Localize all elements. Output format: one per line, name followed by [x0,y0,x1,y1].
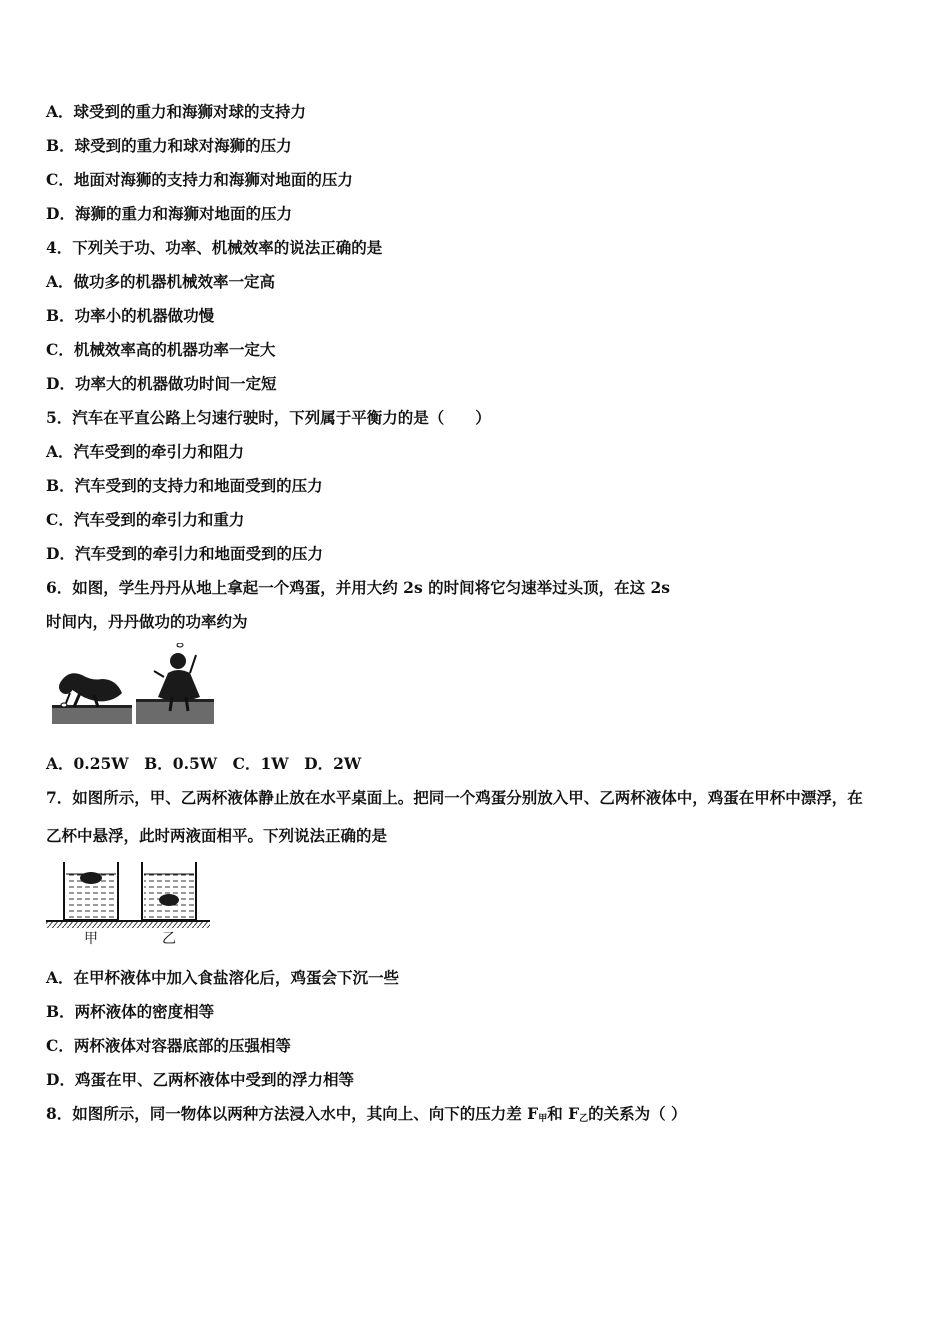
q7-stem-line2: 乙杯中悬浮，此时两液面相平。下列说法正确的是 [46,826,388,845]
q3-option-a: A．球受到的重力和海狮对球的支持力 [46,102,307,121]
q8-stem-b: 和 F [547,1104,580,1123]
q3-option-c: C．地面对海狮的支持力和海狮对地面的压力 [46,170,353,189]
q6-panel-bending [52,673,132,724]
q7-stem-line1: 7．如图所示，甲、乙两杯液体静止放在水平桌面上。把同一个鸡蛋分别放入甲、乙两杯液体中，鸡蛋在甲杯中漂浮，在 [46,788,863,807]
q7-option-a: A．在甲杯液体中加入食盐溶化后，鸡蛋会下沉一些 [46,968,400,987]
q5-option-a: A．汽车受到的牵引力和阻力 [46,442,245,461]
q4-option-c: C．机械效率高的机器功率一定大 [46,340,276,359]
cup-jia [64,862,118,920]
q6-stem-line2: 时间内，丹丹做功的功率约为 [46,612,248,631]
q8-stem-a: 8．如图所示，同一物体以两种方法浸入水中，其向上、向下的压力差 F [46,1104,539,1123]
q4-option-d: D．功率大的机器做功时间一定短 [46,374,277,393]
q6-figure-girl-lifting-egg [50,643,216,725]
cup-yi [142,862,196,920]
q5-option-c: C．汽车受到的牵引力和重力 [46,510,245,529]
q3-option-b: B．球受到的重力和球对海狮的压力 [46,136,292,155]
egg-floating [80,872,102,884]
q8-sub-yi: 乙 [579,1114,589,1124]
q5-option-d: D．汽车受到的牵引力和地面受到的压力 [46,544,323,563]
q6-options: A．0.25W B．0.5W C．1W D．2W [46,754,362,773]
q3-option-d: D．海狮的重力和海狮对地面的压力 [46,204,292,223]
q8-sub-jia: 甲 [538,1114,548,1124]
q8-stem-c: 的关系为（ ） [588,1104,687,1123]
label-yi: 乙 [162,931,176,947]
q7-option-d: D．鸡蛋在甲、乙两杯液体中受到的浮力相等 [46,1070,354,1089]
q7-cups-drawing [44,860,214,930]
q7-figure-cups [44,860,214,948]
q5-stem: 5．汽车在平直公路上匀速行驶时，下列属于平衡力的是（ ） [46,408,491,427]
q4-stem: 4．下列关于功、功率、机械效率的说法正确的是 [46,238,383,257]
q7-option-c: C．两杯液体对容器底部的压强相等 [46,1036,291,1055]
q8-stem [46,1104,687,1129]
q4-option-b: B．功率小的机器做功慢 [46,306,215,325]
label-jia: 甲 [84,931,98,947]
q7-option-b: B．两杯液体的密度相等 [46,1002,215,1021]
q6-panel-raised [136,643,214,724]
egg-suspended [159,894,179,906]
q6-stem-line1: 6．如图，学生丹丹从地上拿起一个鸡蛋，并用大约 2s 的时间将它匀速举过头顶，在这 2s [46,578,670,597]
q4-option-a: A．做功多的机器机械效率一定高 [46,272,276,291]
q5-option-b: B．汽车受到的支持力和地面受到的压力 [46,476,323,495]
